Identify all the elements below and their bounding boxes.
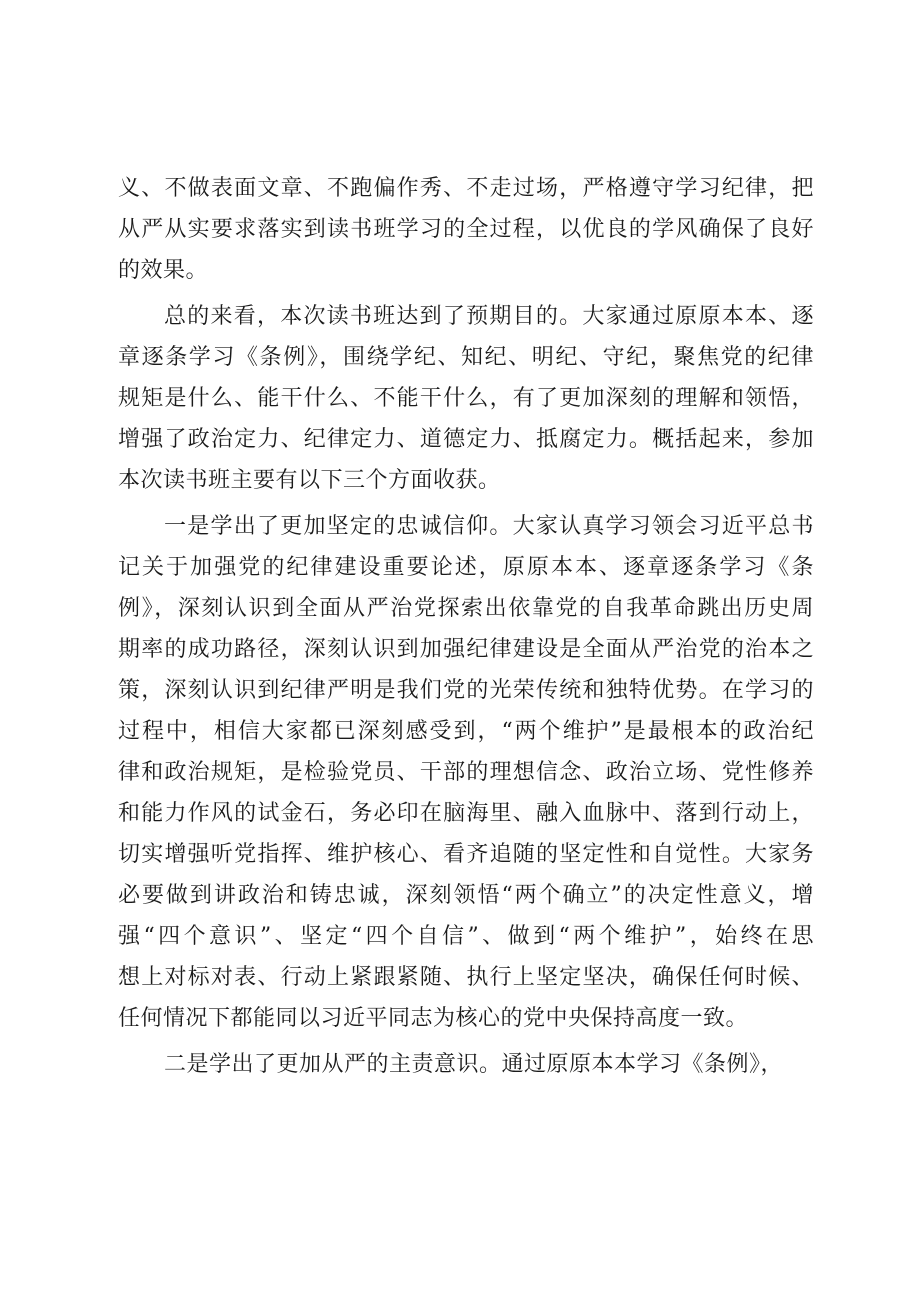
paragraph (118, 168, 814, 291)
text-line: 策，深刻认识到纪律严明是我们党的光荣传统和独特优势。在学习的 (118, 678, 814, 703)
text-line: 增强了政治定力、纪律定力、道德定力、抵腐定力。概括起来，参加 (118, 427, 814, 452)
paragraph (118, 296, 814, 501)
text-line: 律和政治规矩，是检验党员、干部的理想信念、政治立场、党性修养 (118, 760, 814, 785)
text-line: 和能力作风的试金石，务必印在脑海里、融入血脉中、落到行动上， (118, 801, 814, 826)
text-line: 义、不做表面文章、不跑偏作秀、不走过场，严格遵守学习纪律，把 (118, 176, 814, 201)
text-line: 的效果。 (118, 258, 209, 283)
text-line: 切实增强听党指挥、维护核心、看齐追随的坚定性和自觉性。大家务 (118, 842, 814, 867)
text-line: 必要做到讲政治和铸忠诚，深刻领悟“两个确立”的决定性意义，增 (118, 883, 814, 908)
paragraph (118, 1044, 814, 1085)
text-line: 本次读书班主要有以下三个方面收获。 (118, 468, 501, 493)
text-line: 记关于加强党的纪律建设重要论述，原原本本、逐章逐条学习《条 (118, 555, 814, 580)
paragraph (118, 506, 814, 1039)
text-line: 二是学出了更加从严的主责意识。通过原原本本学习《条例》， (164, 1052, 784, 1077)
text-line: 从严从实要求落实到读书班学习的全过程，以优良的学风确保了良好 (118, 217, 814, 242)
text-line: 任何情况下都能同以习近平同志为核心的党中央保持高度一致。 (118, 1006, 749, 1031)
text-line: 例》，深刻认识到全面从严治党探索出依靠党的自我革命跳出历史周 (118, 596, 814, 621)
text-line: 章逐条学习《条例》，围绕学纪、知纪、明纪、守纪，聚焦党的纪律 (118, 345, 814, 370)
document-body (118, 168, 814, 1085)
text-line: 期率的成功路径，深刻认识到加强纪律建设是全面从严治党的治本之 (118, 637, 814, 662)
text-line: 规矩是什么、能干什么、不能干什么，有了更加深刻的理解和领悟， (118, 386, 814, 411)
text-line: 想上对标对表、行动上紧跟紧随、执行上坚定坚决，确保任何时候、 (118, 965, 814, 990)
text-line: 总的来看，本次读书班达到了预期目的。大家通过原原本本、逐 (164, 304, 814, 329)
text-line: 过程中，相信大家都已深刻感受到，“两个维护”是最根本的政治纪 (118, 719, 814, 744)
text-line: 一是学出了更加坚定的忠诚信仰。大家认真学习领会习近平总书 (164, 514, 814, 539)
text-line: 强“四个意识”、坚定“四个自信”、做到“两个维护”，始终在思 (118, 924, 814, 949)
